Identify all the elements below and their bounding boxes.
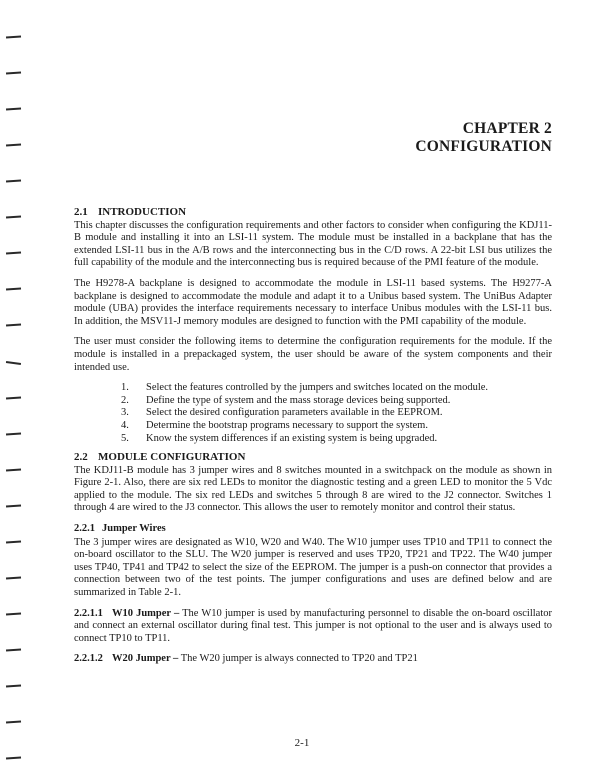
margin-mark bbox=[6, 179, 21, 182]
chapter-heading bbox=[415, 120, 552, 156]
margin-mark bbox=[6, 756, 21, 759]
list-item bbox=[74, 395, 552, 408]
margin-mark bbox=[6, 648, 21, 651]
list-item-number: 1. bbox=[121, 382, 129, 394]
list-item-number: 3. bbox=[121, 407, 129, 419]
list-item-text: Select the desired configuration parameters available in the EEPROM. bbox=[146, 407, 443, 419]
subsection-heading-jumper-wires bbox=[74, 523, 552, 536]
list-item bbox=[74, 407, 552, 420]
w10-jumper-paragraph bbox=[74, 608, 552, 646]
subsection-title: Jumper Wires bbox=[102, 523, 166, 535]
page-body bbox=[74, 206, 552, 674]
list-item-text: Select the features controlled by the jumpers and switches located on the module. bbox=[146, 382, 489, 394]
list-item-text: Determine the bootstrap programs necessary to support the system. bbox=[146, 419, 428, 431]
intro-paragraph-3: The user must consider the following items to determine the configuration requirements for the module. If the module is installed in a prepackaged system, the user should be aware of the system components and their intended use. bbox=[74, 336, 552, 373]
intro-paragraph-2: The H9278-A backplane is designed to accommodate the module in LSI-11 based systems. The H9277-A backplane is designed to accommodate the module and adapt it to a Unibus based system. The UniBus Adapter module (UBA) provides the interface requirements necessary to interface Unibus modules with the LSI-11 bus. In addition, the MSV11-J memory modules are designed to function with the PMI capability of the module. bbox=[74, 277, 552, 327]
module-configuration-paragraph: The KDJ11-B module has 3 jumper wires and 8 switches mounted in a switchpack on the module as shown in Figure 2-1. Also, there are six red LEDs to monitor the diagnostic testing and a green LED to monitor the 5 Vdc applied to the module. The six red LEDs and switches 5 through 8 are wired to the J2 connector. Switches 1 through 4 are wired to the J3 connector. This allows the user to remotely monitor and control their status. bbox=[74, 464, 552, 514]
section-number: 2.1 bbox=[74, 206, 88, 218]
w20-title: W20 Jumper – bbox=[112, 653, 179, 665]
w20-jumper-paragraph bbox=[74, 653, 552, 666]
list-item-text: Define the type of system and the mass storage devices being supported. bbox=[146, 394, 451, 406]
section-title: MODULE CONFIGURATION bbox=[98, 451, 246, 464]
list-item bbox=[74, 433, 552, 446]
margin-mark bbox=[6, 396, 21, 399]
section-title: INTRODUCTION bbox=[98, 206, 187, 218]
list-item-number: 4. bbox=[121, 419, 129, 431]
w20-heading bbox=[74, 653, 178, 664]
intro-paragraph-1: This chapter discusses the configuration requirements and other factors to consider when configuring the KDJ11-B module and installing it into an LSI-11 system. The module must be installed in a backplane that has the extended LSI-11 bus in the A/B rows and the interconnecting bus in the C/D rows. A 22-bit LSI bus utilizes the full capability of the module and the interconnecting bus is required because of the PMI feature of the module. bbox=[74, 219, 552, 269]
section-heading-introduction bbox=[74, 206, 552, 219]
margin-mark bbox=[6, 35, 21, 38]
w10-text: The W10 jumper is used by manufacturing personnel to disable the on-board oscillator and connect an external oscillator during final test. This jumper is not optional to the user and is always used to connect TP10 to TP11. bbox=[74, 607, 552, 644]
list-item bbox=[74, 382, 552, 395]
section-number: 2.2 bbox=[74, 451, 88, 464]
margin-mark bbox=[6, 504, 21, 507]
list-item-number: 2. bbox=[121, 394, 129, 406]
chapter-title: CONFIGURATION bbox=[415, 138, 552, 155]
list-item-number: 5. bbox=[121, 432, 129, 444]
margin-mark bbox=[6, 612, 21, 615]
configuration-steps-list bbox=[74, 382, 552, 445]
margin-mark bbox=[6, 143, 21, 146]
w10-number: 2.2.1.1 bbox=[74, 607, 103, 619]
list-item bbox=[74, 420, 552, 433]
margin-mark bbox=[6, 468, 21, 471]
section-heading-module-configuration bbox=[74, 451, 552, 464]
margin-mark bbox=[6, 576, 21, 579]
margin-mark bbox=[6, 107, 21, 110]
jumper-wires-paragraph: The 3 jumper wires are designated as W10, W20 and W40. The W10 jumper uses TP10 and TP11 to connect the on-board oscillator to the SLU. The W20 jumper is reserved and uses TP20, TP21 and TP22. The W40 jumper uses TP40, TP41 and TP42 to select the size of the EEPROM. The jumper is a push-on connector that provides a connection between two of the test points. The jumper configurations and uses are defined below and are summarized in Table 2-1. bbox=[74, 536, 552, 599]
margin-mark bbox=[6, 361, 21, 365]
w20-number: 2.2.1.2 bbox=[74, 653, 103, 665]
margin-mark bbox=[6, 215, 21, 218]
page-number: 2-1 bbox=[294, 737, 310, 749]
list-item-text: Know the system differences if an existing system is being upgraded. bbox=[146, 432, 438, 444]
w10-title: W10 Jumper – bbox=[112, 607, 180, 619]
w20-text: The W20 jumper is always connected to TP20 and TP21 bbox=[180, 653, 418, 665]
subsection-number: 2.2.1 bbox=[74, 523, 95, 535]
margin-mark bbox=[6, 432, 21, 435]
margin-mark bbox=[6, 287, 21, 290]
margin-mark bbox=[6, 540, 21, 543]
w10-heading bbox=[74, 608, 179, 619]
margin-mark bbox=[6, 323, 21, 326]
margin-mark bbox=[6, 71, 21, 74]
margin-mark bbox=[6, 251, 21, 254]
chapter-number: CHAPTER 2 bbox=[462, 120, 552, 137]
margin-mark bbox=[6, 720, 21, 723]
margin-mark bbox=[6, 684, 21, 687]
